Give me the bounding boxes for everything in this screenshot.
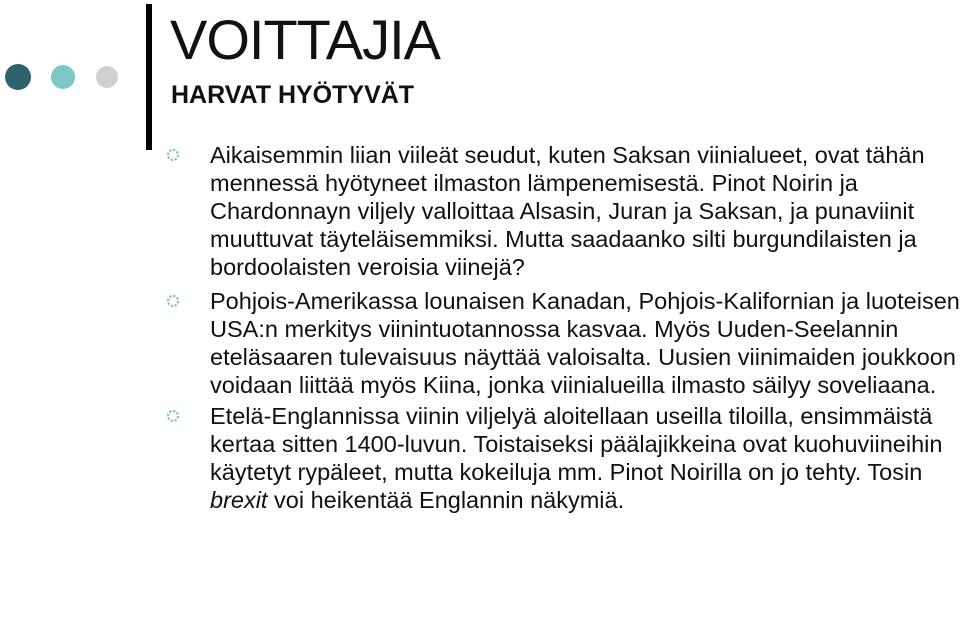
flower-bullet-icon <box>166 409 180 423</box>
slide-title: VOITTAJIA <box>170 8 440 71</box>
dot-dark-teal <box>5 64 31 90</box>
bullet-text: Aikaisemmin liian viileät seudut, kuten Saksan viinialueet, ovat tähän mennessä hyötyneet ilmaston lämpenemisestä. Pinot Noirin ja Chardonnayn viljely valloittaa Alsasin, Juran ja Saksan, ja punaviinit muuttuvat täyteläisemmiksi. Mutta saadaanko silti burgundilaisten ja bordoolaisten veroisia viinejä? <box>210 142 925 280</box>
flower-bullet-icon <box>166 294 180 308</box>
dot-light-teal <box>51 65 75 89</box>
list-item <box>160 402 960 514</box>
bullet-emphasis: brexit <box>210 487 268 513</box>
bullet-list <box>160 141 960 520</box>
bullet-text <box>210 403 942 513</box>
list-item <box>160 287 960 399</box>
bullet-text: Pohjois-Amerikassa lounaisen Kanadan, Pohjois-Kalifornian ja luoteisen USA:n merkitys viinintuotannossa kasvaa. Myös Uuden-Seelannin eteläsaaren tulevaisuus näyttää valoisalta. Uusien viinimaiden joukkoon voidaan liittää myös Kiina, jonka viinialueilla ilmasto säilyy soveliaana. <box>210 288 960 398</box>
list-item <box>160 141 960 281</box>
flower-bullet-icon <box>166 148 180 162</box>
title-divider <box>146 4 152 150</box>
bullet-text-part: voi heikentää Englannin näkymiä. <box>267 487 625 513</box>
bullet-text-part: Etelä-Englannissa viinin viljelyä aloitellaan useilla tiloilla, ensimmäistä kertaa sitten 1400-luvun. Toistaiseksi päälajikkeina ovat kuohuviineihin käytetyt rypäleet, mutta kokeiluja mm. Pinot Noirilla on jo tehty. Tosin <box>210 403 943 485</box>
dot-gray <box>96 66 118 88</box>
slide-subtitle: HARVAT HYÖTYVÄT <box>171 81 415 109</box>
